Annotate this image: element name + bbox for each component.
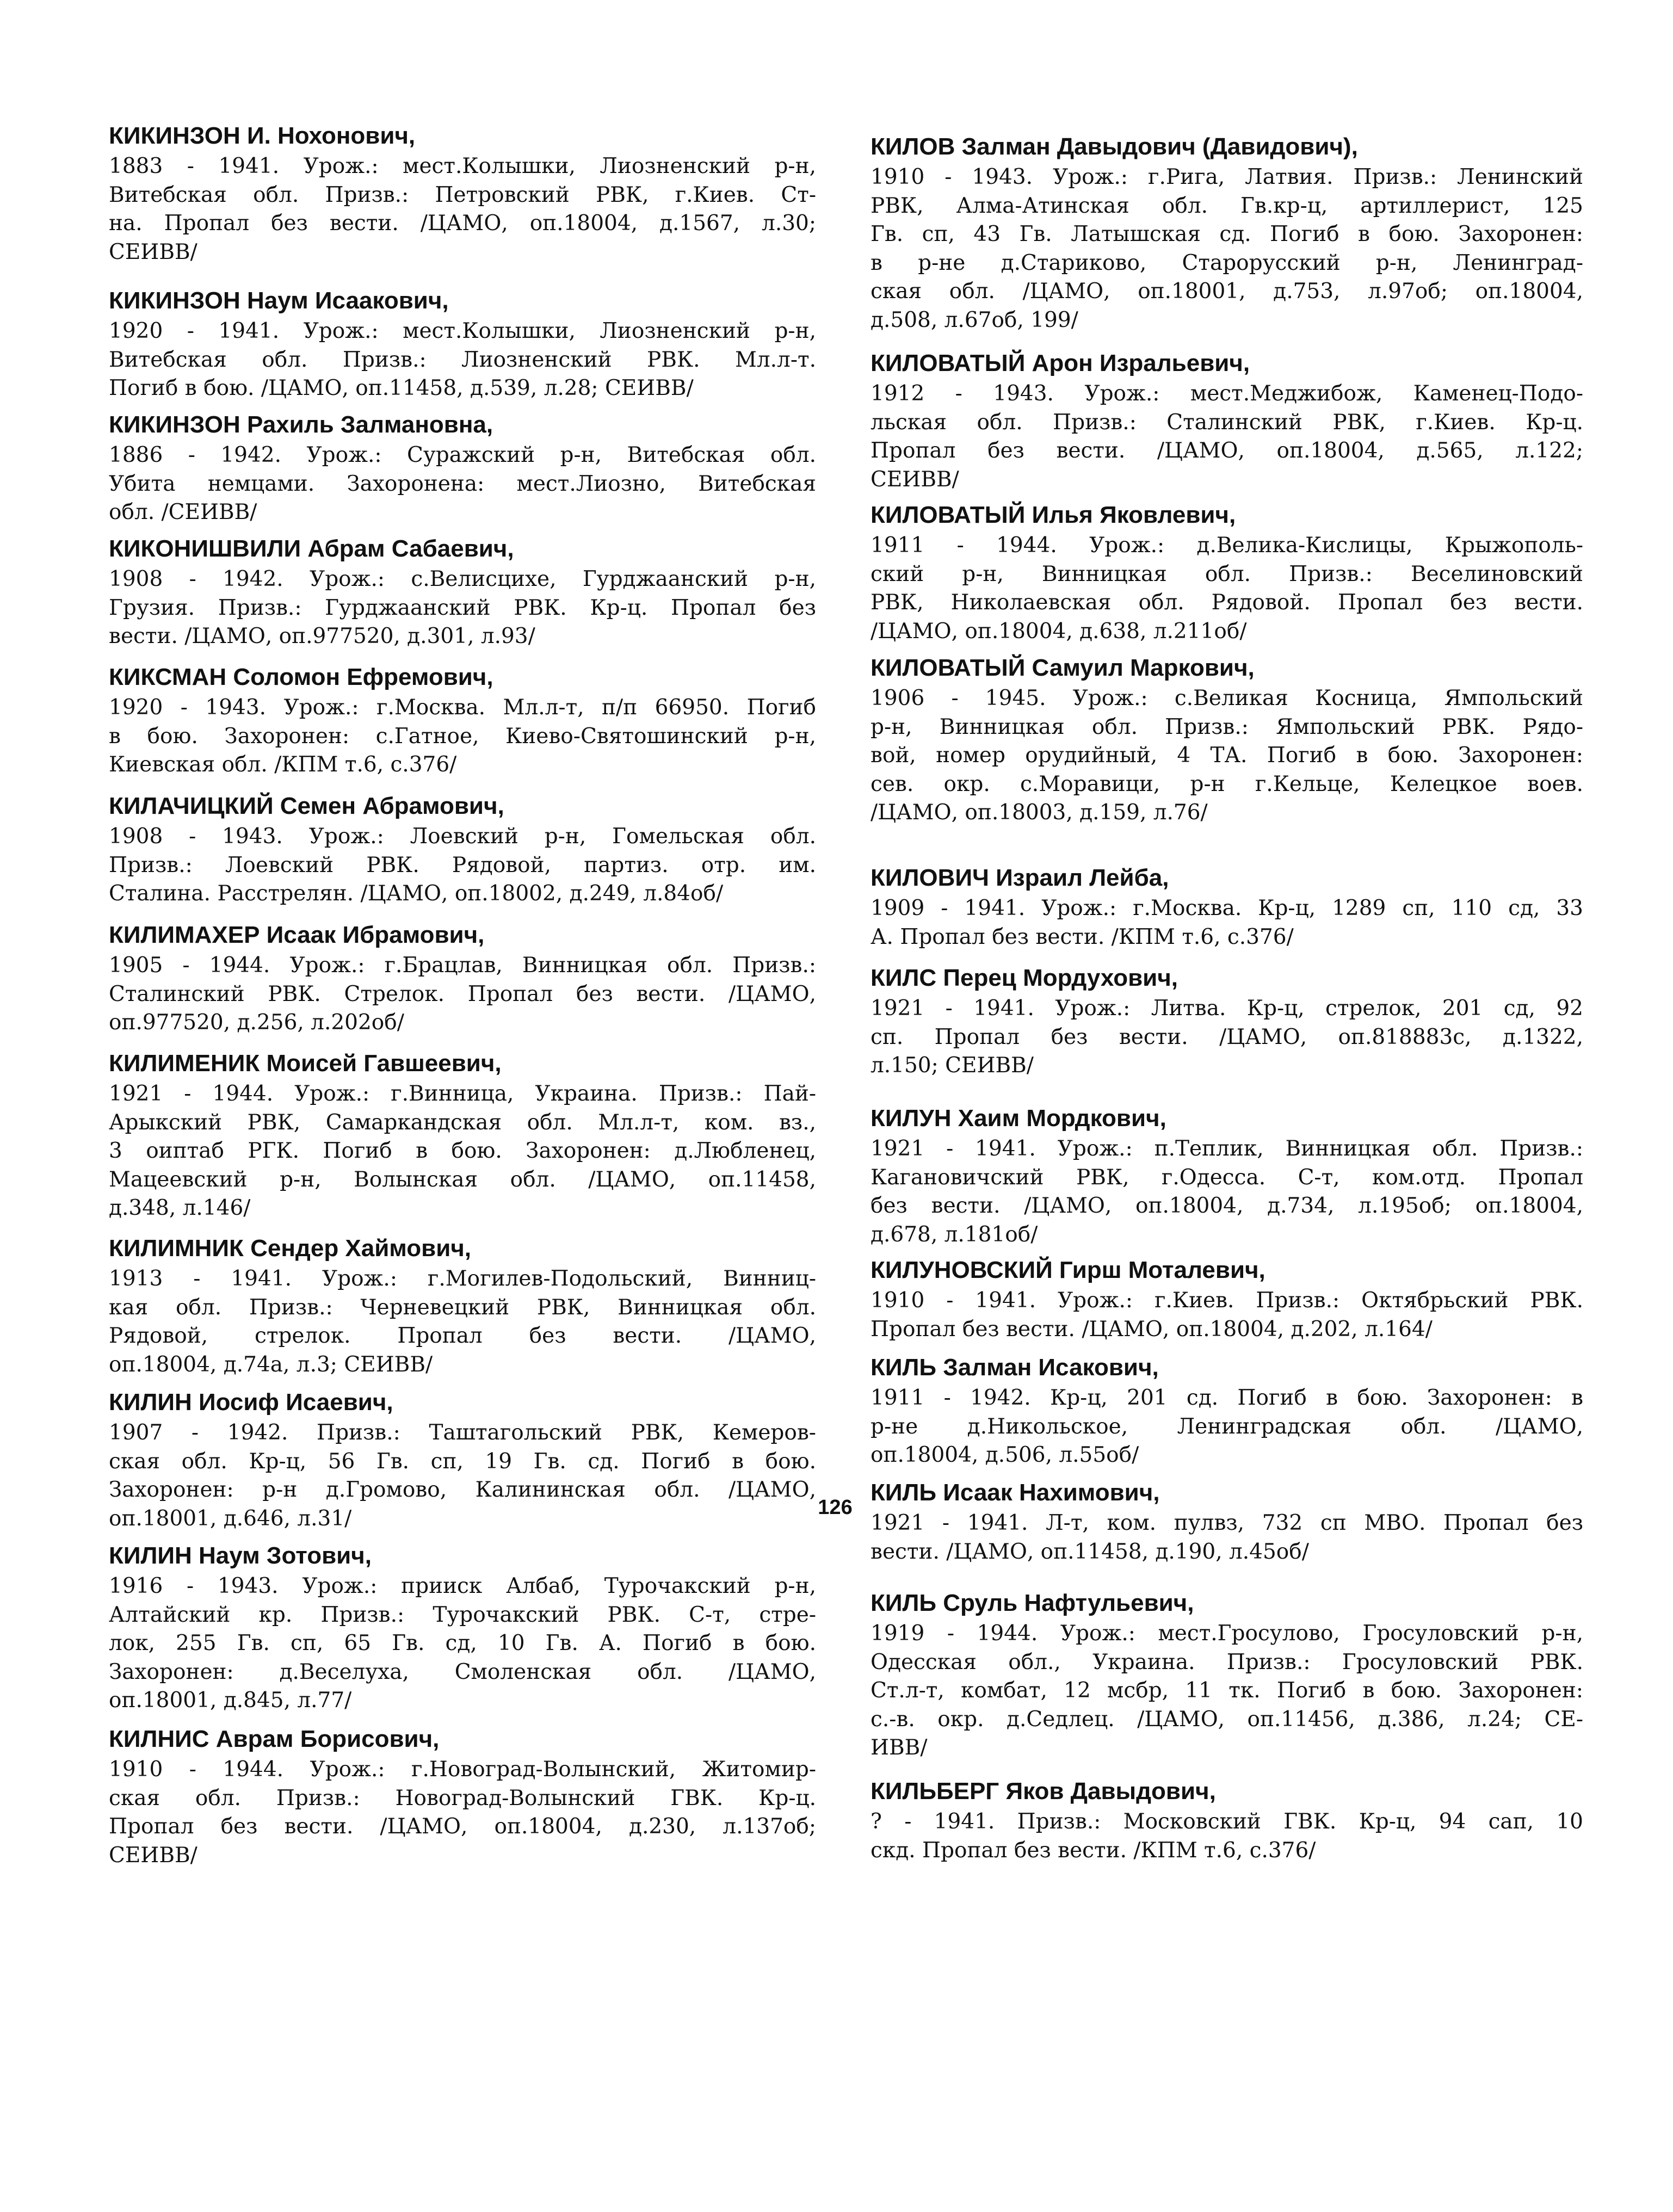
entry-text-line: ИВВ/ xyxy=(871,1735,928,1760)
entry-text-line: в р-не д.Стариково, Старорусский р-н, Ленинград- xyxy=(871,250,1583,275)
entry-text-line: оп.18001, д.646, л.31/ xyxy=(109,1506,352,1531)
entry-text-line: Пропал без вести. /ЦАМО, оп.18004, д.565, л.122; xyxy=(871,438,1583,463)
entry-text-line: Убита немцами. Захоронена: мест.Лиозно, Витебская xyxy=(109,471,816,496)
entry-text-line: оп.18001, д.845, л.77/ xyxy=(109,1688,352,1713)
entry-text-line: 1909 - 1941. Урож.: г.Москва. Кр-ц, 1289 сп, 110 сд, 33 xyxy=(871,896,1583,920)
entry xyxy=(109,533,816,651)
entry-text-line: д.678, л.181об/ xyxy=(871,1222,1038,1247)
entry xyxy=(109,919,816,1037)
entry-text-line: Ст.л-т, комбат, 12 мсбр, 11 тк. Погиб в бою. Захоронен: xyxy=(871,1678,1583,1703)
entry-text-line: 1921 - 1944. Урож.: г.Винница, Украина. Призв.: Пай- xyxy=(109,1082,816,1106)
entry xyxy=(871,347,1583,494)
entry-text-line: ская обл. /ЦАМО, оп.18001, д.753, л.97об; оп.18004, xyxy=(871,279,1583,304)
entry xyxy=(109,1386,816,1533)
entry-text-line: Погиб в бою. /ЦАМО, оп.11458, д.539, л.28; СЕИВВ/ xyxy=(109,376,694,400)
entry-text-line: на. Пропал без вести. /ЦАМО, оп.18004, д.1567, л.30; xyxy=(109,211,816,236)
entry-name: КИЛОВИЧ Израил Лейба, xyxy=(871,864,1169,891)
entry-text-line: ская обл. Призв.: Новоград-Волынский ГВК. Кр-ц. xyxy=(109,1785,816,1811)
entry-text-line: р-н, Винницкая обл. Призв.: Ямпольский РВК. Рядо- xyxy=(871,714,1583,739)
entry-name: КИЛОВАТЫЙ Арон Изральевич, xyxy=(871,350,1250,376)
entry-text-line: лок, 255 Гв. сп, 65 Гв. сд, 10 Гв. А. Погиб в бою. xyxy=(109,1631,816,1655)
entry xyxy=(109,1540,816,1715)
entry-text-line: РВК, Николаевская обл. Рядовой. Пропал без вести. xyxy=(871,590,1583,615)
entry-name: КИЛС Перец Мордухович, xyxy=(871,965,1178,991)
entry xyxy=(871,652,1583,827)
entry-text-line: 1907 - 1942. Призв.: Таштагольский РВК, Кемеров- xyxy=(109,1420,816,1445)
entry-name: КИЛИМНИК Сендер Хаймович, xyxy=(109,1235,472,1262)
entry-text-line: 1913 - 1941. Урож.: г.Могилев-Подольский, Винниц- xyxy=(109,1266,816,1291)
entry-text-line: ? - 1941. Призв.: Московский ГВК. Кр-ц, 94 сап, 10 xyxy=(871,1809,1583,1834)
entry-text-line: Захоронен: д.Веселуха, Смоленская обл. /ЦАМО, xyxy=(109,1659,816,1684)
entry-text-line: 1921 - 1941. Л-т, ком. пулвз, 732 сп МВО. Пропал без xyxy=(871,1511,1583,1535)
entry-text-line: 1911 - 1944. Урож.: д.Велика-Кислицы, Крыжополь- xyxy=(871,533,1583,558)
entry xyxy=(109,1232,816,1379)
entry xyxy=(109,790,816,909)
entry-text-line: Пропал без вести. /ЦАМО, оп.18004, д.202, л.164/ xyxy=(871,1317,1433,1342)
entry-name: КИЛНИС Аврам Борисович, xyxy=(109,1726,440,1752)
entry-text-line: Призв.: Лоевский РВК. Рядовой, партиз. отр. им. xyxy=(109,852,816,878)
entry-text-line: в бою. Захоронен: с.Гатное, Киево-Святошинский р-н, xyxy=(109,724,816,749)
entry-name: КИКИНЗОН Рахиль Залмановна, xyxy=(109,411,493,438)
entry-text-line: 1911 - 1942. Кр-ц, 201 сд. Погиб в бою. Захоронен: в xyxy=(871,1386,1583,1410)
entry-text-line: ский р-н, Винницкая обл. Призв.: Веселиновский xyxy=(871,561,1583,586)
entry xyxy=(871,1476,1583,1566)
entry-text-line: СЕИВВ/ xyxy=(109,239,197,264)
entry-text-line: Витебская обл. Призв.: Лиозненский РВК. Мл.л-т. xyxy=(109,347,816,372)
entry-text-line: 1906 - 1945. Урож.: с.Великая Косница, Ямпольский xyxy=(871,686,1583,710)
entry xyxy=(109,1723,816,1870)
entry-text-line: оп.977520, д.256, л.202об/ xyxy=(109,1010,404,1035)
entry-text-line: без вести. /ЦАМО, оп.18004, д.734, л.195об; оп.18004, xyxy=(871,1194,1583,1218)
entry xyxy=(871,499,1583,646)
entry-text-line: л.150; СЕИВВ/ xyxy=(871,1053,1034,1078)
entry-text-line: А. Пропал без вести. /КПМ т.6, с.376/ xyxy=(871,924,1294,949)
entry-text-line: /ЦАМО, оп.18003, д.159, л.76/ xyxy=(871,800,1208,825)
entry-name: КИЛИН Иосиф Исаевич, xyxy=(109,1389,393,1416)
entry-name: КИКСМАН Соломон Ефремович, xyxy=(109,664,493,690)
entry-text-line: оп.18004, д.506, л.55об/ xyxy=(871,1443,1139,1467)
entry-text-line: 1886 - 1942. Урож.: Суражский р-н, Витебская обл. xyxy=(109,443,816,467)
entry-text-line: обл. /СЕИВВ/ xyxy=(109,500,257,524)
entry xyxy=(109,661,816,780)
entry-text-line: вести. /ЦАМО, оп.11458, д.190, л.45об/ xyxy=(871,1539,1309,1564)
entry-text-line: р-не д.Никольское, Ленинградская обл. /ЦАМО, xyxy=(871,1414,1583,1439)
entry-text-line: 1912 - 1943. Урож.: мест.Меджибож, Каменец-Подо- xyxy=(871,381,1583,406)
entry-text-line: СЕИВВ/ xyxy=(871,467,959,492)
entry xyxy=(871,962,1583,1080)
entry-text-line: 3 оиптаб РГК. Погиб в бою. Захоронен: д.Любленец, xyxy=(109,1139,816,1163)
entry-name: КИКОНИШВИЛИ Абрам Сабаевич, xyxy=(109,535,514,562)
entry-name: КИКИНЗОН Наум Исаакович, xyxy=(109,287,449,314)
entry-name: КИЛЬ Залман Исакович, xyxy=(871,1354,1159,1381)
entry-text-line: 1916 - 1943. Урож.: прииск Албаб, Турочакский р-н, xyxy=(109,1574,816,1598)
entry-text-line: 1910 - 1941. Урож.: г.Киев. Призв.: Октябрьский РВК. xyxy=(871,1288,1583,1313)
entry-text-line: 1919 - 1944. Урож.: мест.Гросулово, Гросуловский р-н, xyxy=(871,1621,1583,1646)
entry-text-line: д.348, л.146/ xyxy=(109,1196,251,1220)
entry xyxy=(871,131,1583,335)
entry-text-line: 1908 - 1942. Урож.: с.Велисцихе, Гурджаанский р-н, xyxy=(109,567,816,591)
entry xyxy=(871,1587,1583,1763)
entry-text-line: /ЦАМО, оп.18004, д.638, л.211об/ xyxy=(871,619,1247,644)
entry-text-line: 1908 - 1943. Урож.: Лоевский р-н, Гомельская обл. xyxy=(109,824,816,849)
entry-text-line: 1920 - 1943. Урож.: г.Москва. Мл.л-т, п/п 66950. Погиб xyxy=(109,695,816,720)
entry-text-line: с.-в. окр. д.Седлец. /ЦАМО, оп.11456, д.386, л.24; СЕ- xyxy=(871,1707,1583,1732)
entry-text-line: сев. окр. с.Моравици, р-н г.Кельце, Келецкое воев. xyxy=(871,771,1583,796)
entry-text-line: РВК, Алма-Атинская обл. Гв.кр-ц, артиллерист, 125 xyxy=(871,193,1583,218)
entry xyxy=(871,1254,1583,1344)
entry xyxy=(109,120,816,267)
entry-text-line: Кагановичский РВК, г.Одесса. С-т, ком.отд. Пропал xyxy=(871,1165,1583,1190)
entry-text-line: Арыкский РВК, Самаркандская обл. Мл.л-т, ком. вз., xyxy=(109,1110,816,1135)
entry-text-line: Пропал без вести. /ЦАМО, оп.18004, д.230, л.137об; xyxy=(109,1814,816,1839)
entry-name: КИЛИМЕНИК Моисей Гавшеевич, xyxy=(109,1050,502,1077)
entry-text-line: Грузия. Призв.: Гурджаанский РВК. Кр-ц. Пропал без xyxy=(109,595,816,620)
entry-name: КИЛОВ Залман Давыдович (Давидович), xyxy=(871,133,1358,160)
entry-name: КИЛУНОВСКИЙ Гирш Моталевич, xyxy=(871,1257,1265,1283)
entry-name: КИЛУН Хаим Мордкович, xyxy=(871,1105,1166,1132)
entry-text-line: 1921 - 1941. Урож.: Литва. Кр-ц, стрелок, 201 сд, 92 xyxy=(871,996,1583,1021)
entry xyxy=(871,1351,1583,1470)
entry-text-line: льская обл. Призв.: Сталинский РВК, г.Киев. Кр-ц. xyxy=(871,410,1583,435)
entry-text-line: Витебская обл. Призв.: Петровский РВК, г.Киев. Ст- xyxy=(109,182,816,207)
entry-text-line: вести. /ЦАМО, оп.977520, д.301, л.93/ xyxy=(109,624,535,648)
entry-text-line: Алтайский кр. Призв.: Турочакский РВК. С-т, стре- xyxy=(109,1602,816,1627)
entry-text-line: скд. Пропал без вести. /КПМ т.6, с.376/ xyxy=(871,1838,1316,1863)
entry xyxy=(109,1047,816,1223)
entry-text-line: Киевская обл. /КПМ т.6, с.376/ xyxy=(109,752,457,777)
entry xyxy=(871,1775,1583,1865)
entry-text-line: СЕИВВ/ xyxy=(109,1843,197,1868)
entry-name: КИЛЬ Сруль Нафтульевич, xyxy=(871,1590,1194,1616)
entry xyxy=(871,1102,1583,1249)
entry-text-line: д.508, л.67об, 199/ xyxy=(871,307,1078,332)
entry-name: КИЛОВАТЫЙ Илья Яковлевич, xyxy=(871,502,1236,528)
entry-text-line: 1920 - 1941. Урож.: мест.Колышки, Лиозненский р-н, xyxy=(109,319,816,343)
entry-text-line: Мацеевский р-н, Волынская обл. /ЦАМО, оп.11458, xyxy=(109,1167,816,1192)
entry-text-line: Захоронен: р-н д.Громово, Калининская обл. /ЦАМО, xyxy=(109,1478,816,1502)
entry-name: КИЛЬ Исаак Нахимович, xyxy=(871,1479,1160,1506)
entry-name: КИКИНЗОН И. Нохонович, xyxy=(109,122,416,149)
entry-text-line: 1921 - 1941. Урож.: п.Теплик, Винницкая обл. Призв.: xyxy=(871,1136,1583,1161)
entry xyxy=(109,285,816,403)
entry-name: КИЛАЧИЦКИЙ Семен Абрамович, xyxy=(109,793,504,819)
page-number: 126 xyxy=(818,1496,853,1519)
entry-name: КИЛОВАТЫЙ Самуил Маркович, xyxy=(871,654,1255,681)
entry-text-line: вой, номер орудийный, 4 ТА. Погиб в бою. Захоронен: xyxy=(871,743,1583,768)
entry-text-line: оп.18004, д.74а, л.3; СЕИВВ/ xyxy=(109,1352,433,1377)
entry-text-line: 1910 - 1943. Урож.: г.Рига, Латвия. Призв.: Ленинский xyxy=(871,165,1583,189)
entry-text-line: сп. Пропал без вести. /ЦАМО, оп.818883с, д.1322, xyxy=(871,1024,1583,1049)
entry-text-line: Одесская обл., Украина. Призв.: Гросуловский РВК. xyxy=(871,1649,1583,1675)
entry-text-line: ская обл. Кр-ц, 56 Гв. сп, 19 Гв. сд. Погиб в бою. xyxy=(109,1449,816,1474)
entry-text-line: кая обл. Призв.: Черневецкий РВК, Винницкая обл. xyxy=(109,1295,816,1320)
entry xyxy=(109,409,816,527)
entry-text-line: Рядовой, стрелок. Пропал без вести. /ЦАМО, xyxy=(109,1324,816,1348)
entry-text-line: Сталина. Расстрелян. /ЦАМО, оп.18002, д.249, л.84об/ xyxy=(109,881,724,906)
entry-text-line: 1905 - 1944. Урож.: г.Брацлав, Винницкая обл. Призв.: xyxy=(109,953,816,978)
entry-text-line: 1883 - 1941. Урож.: мест.Колышки, Лиозненский р-н, xyxy=(109,154,816,178)
entry-name: КИЛЬБЕРГ Яков Давыдович, xyxy=(871,1778,1216,1805)
entry xyxy=(871,862,1583,951)
entry-name: КИЛИН Наум Зотович, xyxy=(109,1542,372,1569)
entry-text-line: Гв. сп, 43 Гв. Латышская сд. Погиб в бою. Захоронен: xyxy=(871,222,1583,246)
entry-text-line: Сталинский РВК. Стрелок. Пропал без вести. /ЦАМО, xyxy=(109,981,816,1006)
entry-name: КИЛИМАХЕР Исаак Ибрамович, xyxy=(109,922,485,948)
entry-text-line: 1910 - 1944. Урож.: г.Новоград-Волынский, Житомир- xyxy=(109,1757,816,1782)
